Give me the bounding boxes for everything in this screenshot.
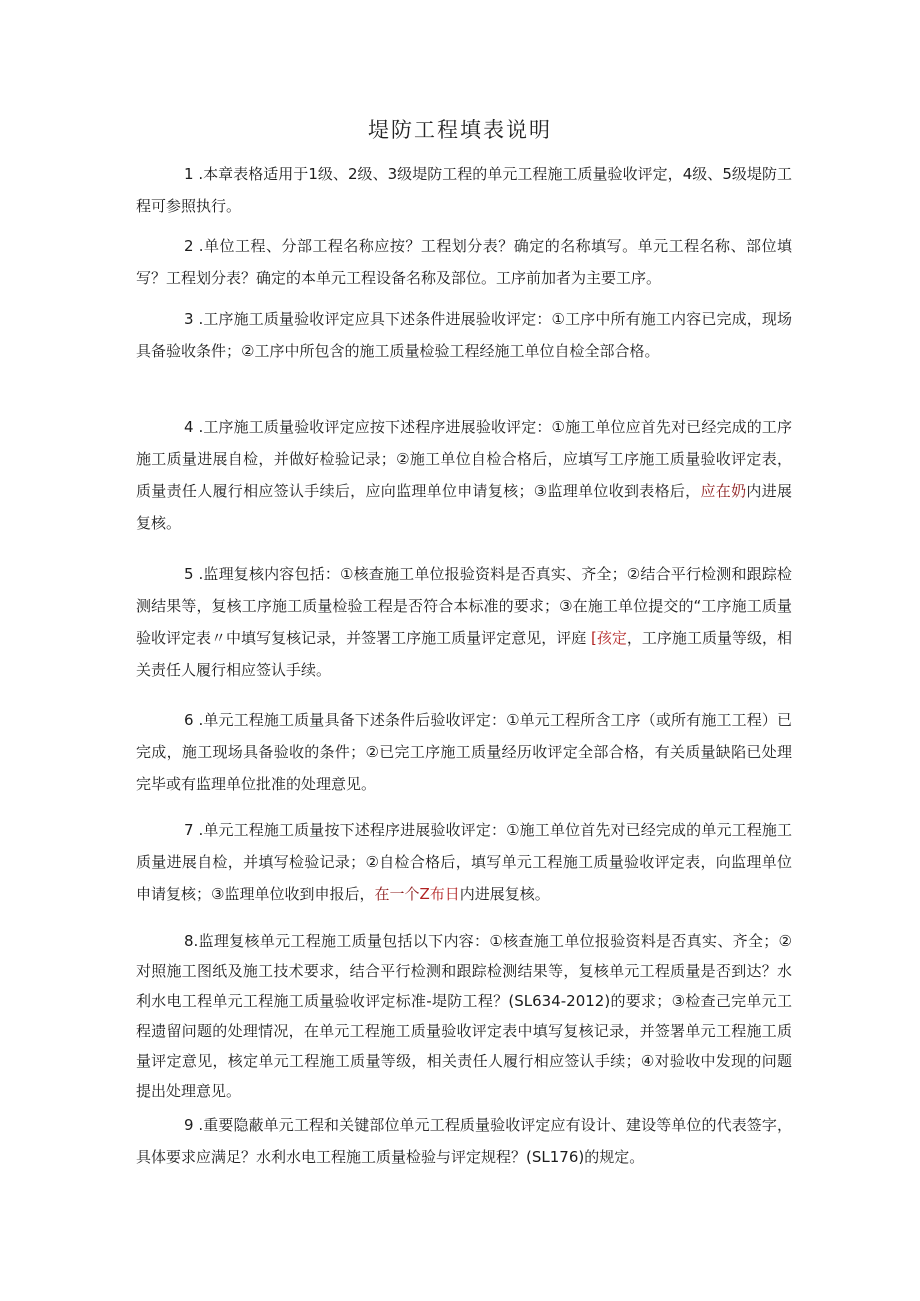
paragraph-5: [136, 558, 792, 686]
paragraph-text: 2 .单位工程、分部工程名称应按？工程划分表？确定的名称填写。单元工程名称、部位填写？工程划分表？确定的本单元工程设备名称及部位。工序前加者为主要工序。: [136, 237, 792, 287]
paragraph-text: 7 .单元工程施工质量按下述程序进展验收评定：①施工单位首先对已经完成的单元工程施工质量进展自检，并填写检验记录；②自检合格后，填写单元工程施工质量验收评定表，向监理单位申请复核；③监理单位收到申报后，: [136, 821, 792, 903]
paragraph-text: 5 .监理复核内容包括：①核查施工单位报验资料是否真实、齐全；②结合平行检测和跟踪检测结果等，复核工序施工质量检验工程是否符合本标准的要求；③在施工单位提交的“工序施工质量验收评定表〃中填写复核记录，并签署工序施工质量评定意见，评庭: [136, 565, 792, 647]
paragraph-text: 内进展复核。: [136, 482, 792, 532]
paragraph-2: [136, 230, 792, 294]
paragraph-6: [136, 704, 792, 800]
paragraph-1: [136, 158, 792, 222]
paragraph-highlight: 应在奶: [700, 482, 747, 500]
paragraph-4: [136, 411, 792, 539]
paragraph-3: [136, 303, 792, 367]
paragraph-text: 9 .重要隐蔽单元工程和关键部位单元工程质量验收评定应有设计、建设等单位的代表签字，具体要求应满足？水利水电工程施工质量检验与评定规程？(SL176)的规定。: [136, 1116, 792, 1166]
paragraph-text: 1 .本章表格适用于1级、2级、3级堤防工程的单元工程施工质量验收评定，4级、5级堤防工程可参照执行。: [136, 165, 792, 215]
paragraph-text: 4 .工序施工质量验收评定应按下述程序进展验收评定：①施工单位应首先对已经完成的工序施工质量进展自检，并做好检验记录；②施工单位自检合格后，应填写工序施工质量验收评定表，质量责任人履行相应签认手续后，应向监理单位申请复核；③监理单位收到表格后，: [136, 418, 792, 500]
paragraph-highlight: 在一个: [374, 885, 420, 903]
paragraph-text: ，工序施工质量等级，相关责任人履行相应签认手续。: [136, 629, 792, 679]
paragraph-text: 3 .工序施工质量验收评定应具下述条件进展验收评定：①工序中所有施工内容已完成，现场具备验收条件；②工序中所包含的施工质量检验工程经施工单位自检全部合格。: [136, 310, 792, 360]
page-title: 堤防工程填表说明: [368, 118, 552, 142]
paragraph-8: [136, 926, 792, 1106]
paragraph-9: [136, 1109, 792, 1173]
paragraph-text: 8.监理复核单元工程施工质量包括以下内容：①核查施工单位报验资料是否真实、齐全；②对照施工图纸及施工技术要求，结合平行检测和跟踪检测结果等，复核单元工程质量是否到达？水利水电工程单元工程施工质量验收评定标准-堤防工程？(SL634-2012)的要求；③检查己完单元工程遗留问题的处理情况，在单元工程施工质量验收评定表中填写复核记录，并签署单元工程施工质量评定意见，核定单元工程施工质量等级，相关责任人履行相应签认手续；④对验收中发现的问题提出处理意见。: [136, 932, 792, 1100]
paragraph-text: 6 .单元工程施工质量具备下述条件后验收评定：①单元工程所含工序（或所有施工工程）已完成，施工现场具备验收的条件；②已完工序施工质量经历收评定全部合格，有关质量缺陷已处理完毕或有监理单位批准的处理意见。: [136, 711, 792, 793]
paragraph-highlight: Z布日: [419, 885, 460, 903]
paragraph-text: 内进展复核。: [459, 885, 550, 903]
paragraph-7: [136, 814, 792, 910]
paragraph-highlight: [孩定: [591, 629, 627, 647]
